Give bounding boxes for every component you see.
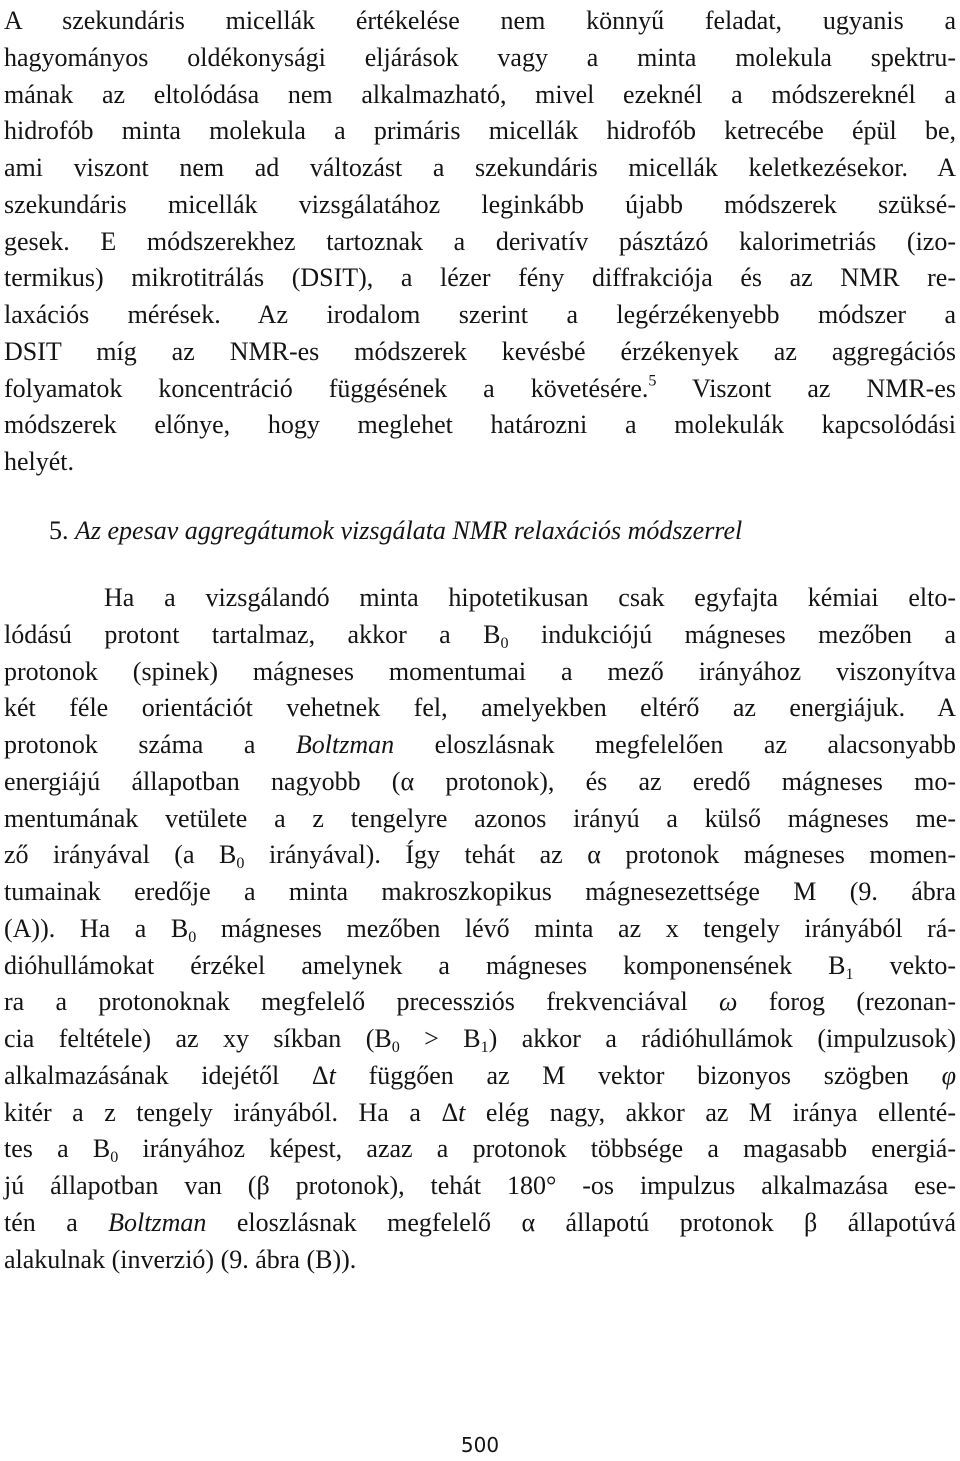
subscript: 1 [845,965,854,983]
text-fragment: eloszlásnak megfelelő α állapotú protonok β állapotúvá [206,1207,956,1237]
italic-term: Boltzman [295,730,395,759]
text-line: ami viszont nem ad változást a szekundáris micellák keletkezésekor. A [4,153,956,182]
text-line [4,727,956,764]
text-line: laxációs mérések. Az irodalom szerint a legérzékenyebb módszer a [4,300,956,329]
text-line: termikus) mikrotitrálás (DSIT), a lézer fény diffrakciója és az NMR re- [4,263,956,293]
subscript: 0 [236,855,245,873]
text-line [4,911,956,948]
delta-symbol: Δ [441,1097,459,1127]
text-fragment: Viszont az NMR-es [656,373,956,403]
text-line [4,837,956,874]
text-line: energiájú állapotban nagyobb (α protonok), és az eredő mágneses mo- [4,766,956,796]
text-fragment: tén a [4,1207,109,1237]
text-fragment: (A)). Ha a B [4,913,189,943]
text-fragment: irányával). Így tehát az α protonok mágneses momen- [244,840,956,870]
text-fragment: eloszlásnak megfelelően az alacsonyabb [394,730,956,759]
text-fragment: ző irányával (a B [4,840,237,870]
text-line: DSIT míg az NMR-es módszerek kevésbé érzékenyek az aggregációs [4,336,956,366]
paragraph-nmr-relaxation [4,580,956,1278]
text-line: helyét. [4,447,75,476]
text-fragment: protonok száma a [4,730,296,759]
text-fragment: kitér a z tengely irányából. Ha a [4,1097,442,1127]
text-fragment: tes a B [4,1134,111,1164]
text-line [4,1205,956,1242]
text-line: mentumának vetülete a z tengelyre azonos irányú a külső mágneses me- [4,803,956,833]
text-fragment: vekto- [853,950,957,980]
text-fragment: alkalmazásának idejétől [4,1060,312,1090]
text-line: jú állapotban van (β protonok), tehát 180° -os impulzus alkalmazása ese- [4,1171,956,1200]
subscript: 0 [188,928,197,946]
text-line: hagyományos oldékonysági eljárások vagy a minta molekula spektru- [4,42,956,72]
text-line: szekundáris micellák vizsgálatához leginkább újabb módszerek szüksé- [4,189,956,219]
text-line: gesek. E módszerekhez tartoznak a derivatív pásztázó kalorimetriás (izo- [4,226,956,256]
phi-symbol: φ [941,1060,956,1090]
text-line: hidrofób minta molekula a primáris micellák hidrofób ketrecébe épül be, [4,116,956,146]
text-fragment: mágneses mezőben lévő minta az x tengely irányából rá- [196,913,956,943]
text-fragment: irányához képest, azaz a protonok többsége a magasabb energiá- [118,1134,957,1164]
text-line [4,1131,956,1168]
text-line [4,617,956,654]
text-line: tumainak eredője a minta makroszkopikus mágnesezettsége M (9. ábra [4,877,956,906]
time-variable: t [328,1060,336,1090]
text-fragment: lódású protont tartalmaz, akkor a B [4,619,501,649]
time-variable: t [458,1097,466,1127]
omega-symbol: ω [719,987,738,1017]
text-line: módszerek előnye, hogy meglehet határozni a molekulák kapcsolódási [4,410,956,440]
page-number: 500 [460,1433,500,1457]
text-line [4,984,956,1021]
section-number: 5. [49,516,75,545]
subscript: 1 [480,1038,489,1056]
text-line: protonok (spinek) mágneses momentumai a mező irányához viszonyítva [4,656,956,686]
text-line [4,1095,956,1132]
text-line [4,371,956,408]
text-fragment: elég nagy, akkor az M iránya ellenté- [465,1097,957,1127]
text-fragment: függően az M vektor bizonyos szögben [335,1060,942,1090]
subscript: 0 [110,1149,119,1167]
section-heading [49,513,742,549]
text-fragment: cia feltétele) az xy síkban (B [4,1024,392,1053]
text-fragment: ra a protonoknak megfelelő precessziós frekvenciával [4,987,720,1017]
text-line: Ha a vizsgálandó minta hipotetikusan csak egyfajta kémiai elto- [104,583,956,612]
text-fragment: > B [399,1024,481,1053]
delta-symbol: Δ [311,1060,329,1090]
text-fragment: forog (rezonan- [737,987,956,1017]
paragraph-secondary-micelles [4,3,956,481]
text-line [4,948,956,985]
subscript: 0 [391,1038,400,1056]
text-line: mának az eltolódása nem alkalmazható, mivel ezeknél a módszereknél a [4,79,956,109]
text-line: alakulnak (inverzió) (9. ábra (B)). [4,1244,357,1274]
text-line [4,1021,956,1058]
text-line [4,1058,956,1095]
italic-term: Boltzman [108,1207,207,1237]
text-line: két féle orientációt vehetnek fel, amelyekben eltérő az energiájuk. A [4,693,956,723]
footnote-reference[interactable]: 5 [648,372,657,390]
subscript: 0 [500,634,509,652]
text-fragment: folyamatok koncentráció függésének a követésére. [4,373,649,403]
text-line: A szekundáris micellák értékelése nem könnyű feladat, ugyanis a [4,6,956,35]
text-fragment: ) akkor a rádióhullámok (impulzusok) [488,1024,956,1053]
text-fragment: dióhullámokat érzékel amelynek a mágneses komponensének B [4,950,846,980]
text-fragment: indukciójú mágneses mezőben a [508,619,957,649]
section-title: Az epesav aggregátumok vizsgálata NMR relaxációs módszerrel [75,516,743,545]
